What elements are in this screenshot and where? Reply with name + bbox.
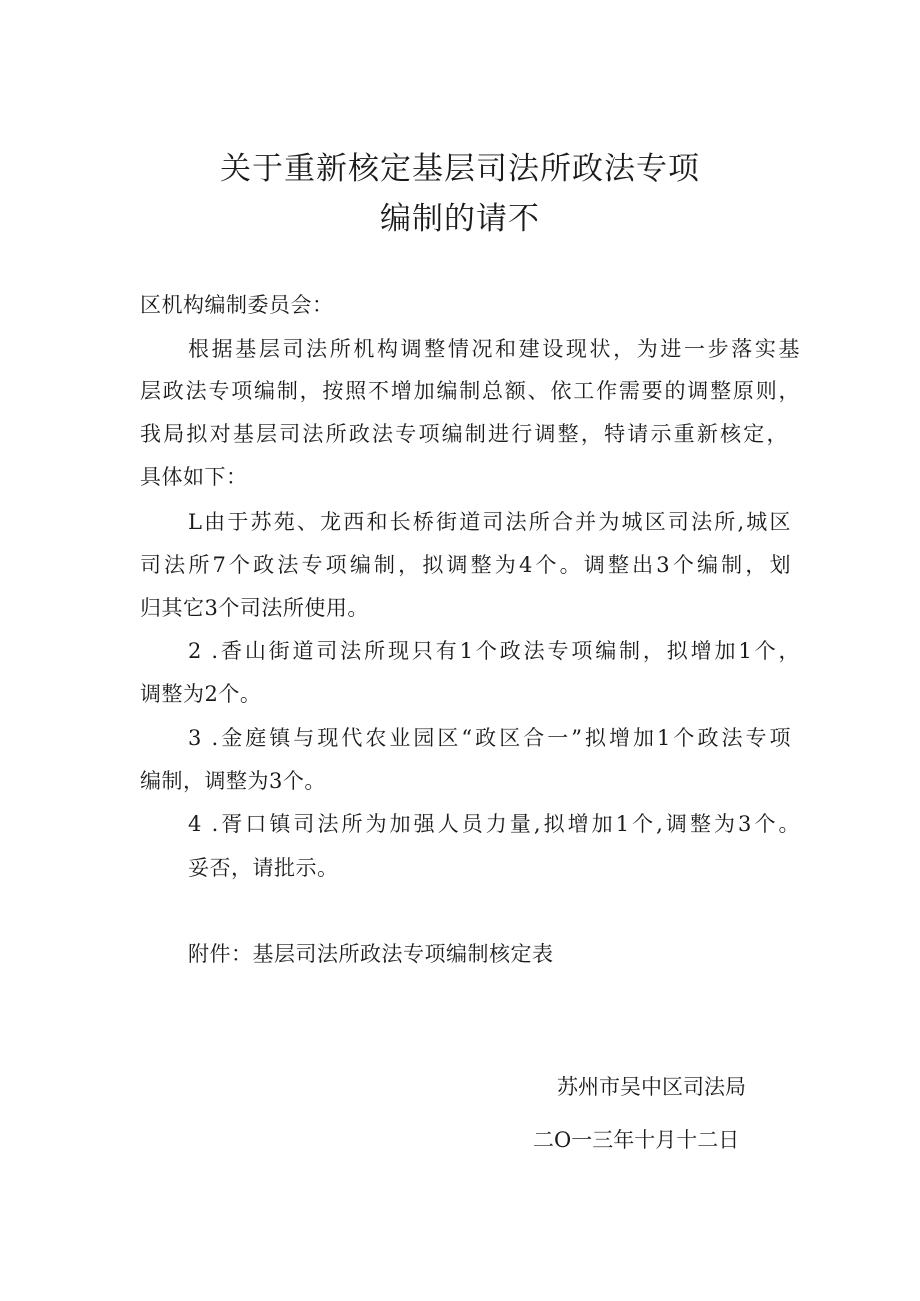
signature-organization: 苏州市吴中区司法局 [557, 1075, 746, 1099]
intro-line-2: 层政法专项编制，按照不增加编制总额、依工作需要的调整原则， [140, 379, 800, 403]
closing-remark: 妥否，请批示。 [188, 856, 339, 880]
item-1-line-2: 司法所7个政法专项编制，拟调整为4个。调整出3个编制，划 [140, 553, 791, 577]
item-1-line-1: L由于苏苑、龙西和长桥街道司法所合并为城区司法所,城区 [188, 510, 791, 534]
document-title-line-1: 关于重新核定基层司法所政法专项 [220, 151, 700, 187]
intro-line-4: 具体如下： [140, 465, 248, 489]
intro-line-1: 根据基层司法所机构调整情况和建设现状，为进一步落实基 [188, 337, 800, 361]
attachment-note: 附件：基层司法所政法专项编制核定表 [188, 942, 554, 966]
item-3-line-1: 3 .金庭镇与现代农业园区“政区合一”拟增加1个政法专项 [188, 726, 791, 750]
item-4-line-1: 4 .胥口镇司法所为加强人员力量,拟增加1个,调整为3个。 [188, 812, 800, 836]
item-2-line-1: 2 .香山街道司法所现只有1个政法专项编制，拟增加1个， [188, 639, 800, 663]
item-3-line-2: 编制，调整为3个。 [140, 769, 326, 793]
intro-line-3: 我局拟对基层司法所政法专项编制进行调整，特请示重新核定， [140, 422, 788, 446]
signature-date: 二O一三年十月十二日 [533, 1128, 740, 1152]
document-title-line-2: 编制的请不 [380, 201, 540, 237]
salutation: 区机构编制委员会： [140, 293, 334, 317]
item-2-line-2: 调整为2个。 [140, 682, 262, 706]
item-1-line-3: 归其它3个司法所使用。 [140, 596, 369, 620]
